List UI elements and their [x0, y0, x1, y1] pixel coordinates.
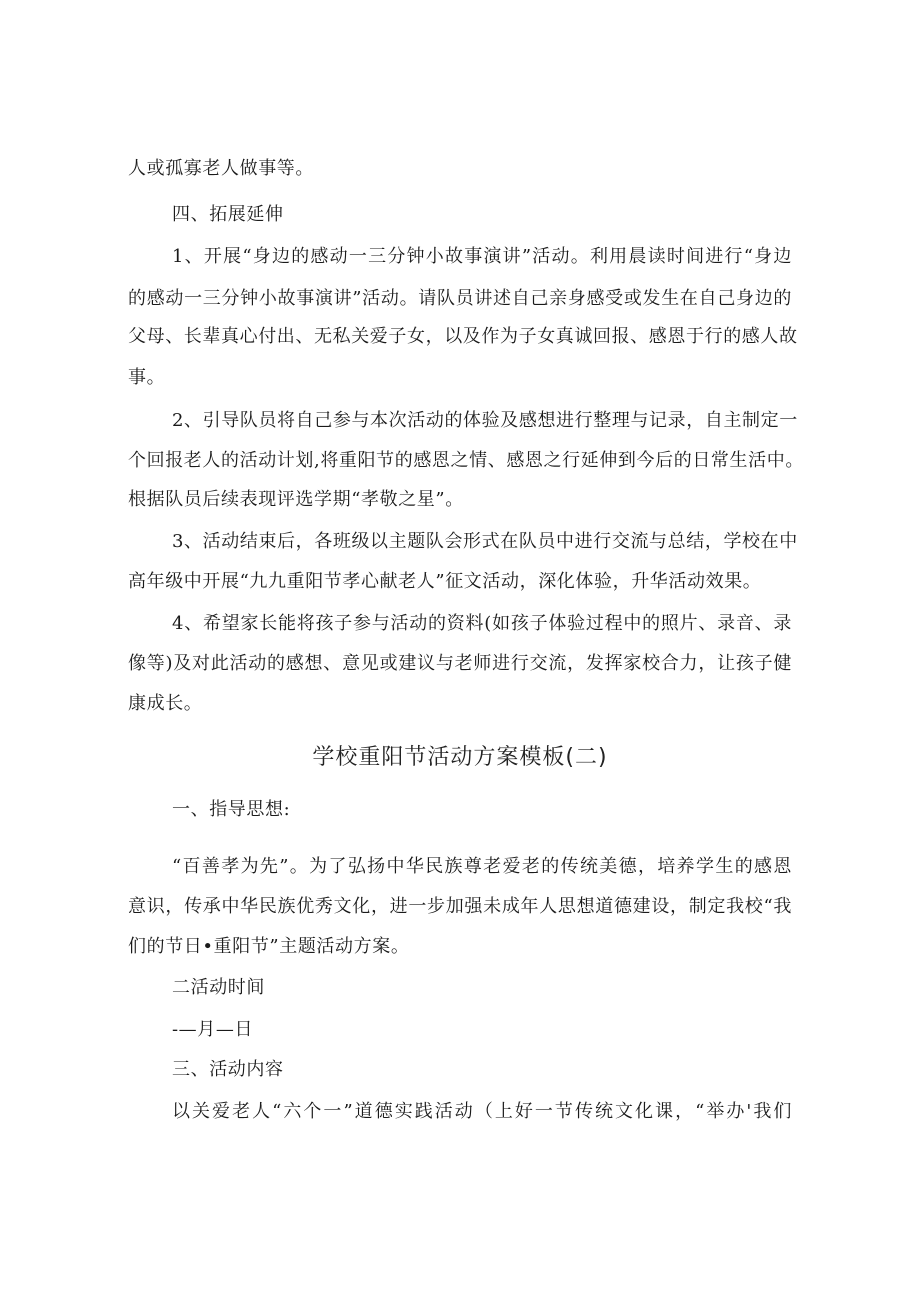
text-line-11: 高年级中开展“九九重阳节孝心献老人”征文活动，深化体验，升华活动效果。	[128, 571, 762, 592]
text-line-5: 父母、长辈真心付出、无私关爱子女，以及作为子女真诚回报、感恩于行的感人故	[128, 326, 798, 347]
section-heading-content: 三、活动内容	[172, 1059, 284, 1080]
section-heading-guiding: 一、指导思想:	[172, 799, 291, 820]
text-line-13: 像等)及对此活动的感想、意见或建议与老师进行交流，发挥家校合力，让孩子健	[128, 653, 792, 674]
text-line-22: 以关爱老人“六个一”道德实践活动（上好一节传统文化课，“举办'我们	[172, 1101, 792, 1122]
text-line-10: 3、活动结束后，各班级以主题队会形式在队员中进行交流与总结，学校在中	[172, 531, 798, 552]
text-line-1: 人或孤寡老人做事等。	[128, 158, 314, 179]
section-heading-extension: 四、拓展延伸	[172, 204, 284, 225]
text-line-6: 事。	[128, 367, 166, 388]
document-title: 学校重阳节活动方案模板(二)	[312, 745, 608, 770]
text-line-8: 个回报老人的活动计划,将重阳节的感恩之情、感恩之行延伸到今后的日常生活中。	[128, 450, 804, 471]
text-line-12: 4、希望家长能将孩子参与活动的资料(如孩子体验过程中的照片、录音、录	[172, 613, 792, 634]
text-line-16: “百善孝为先”。为了弘扬中华民族尊老爱老的传统美德，培养学生的感恩	[172, 856, 792, 877]
text-line-14: 康成长。	[128, 693, 203, 714]
text-line-3: 1、开展“身边的感动一三分钟小故事演讲”活动。利用晨读时间进行“身边	[172, 246, 792, 267]
section-heading-time: 二活动时间	[172, 977, 265, 998]
text-line-9: 根据队员后续表现评选学期“孝敬之星”。	[128, 489, 464, 510]
text-line-4: 的感动一三分钟小故事演讲”活动。请队员讲述自己亲身感受或发生在自己身边的	[128, 288, 792, 309]
text-line-18: 们的节日•重阳节”主题活动方案。	[128, 936, 410, 957]
activity-date: -—月—日	[172, 1019, 254, 1040]
text-line-7: 2、引导队员将自己参与本次活动的体验及感想进行整理与记录，自主制定一	[172, 410, 798, 431]
text-line-17: 意识，传承中华民族优秀文化，进一步加强未成年人思想道德建设，制定我校“我	[128, 896, 792, 917]
